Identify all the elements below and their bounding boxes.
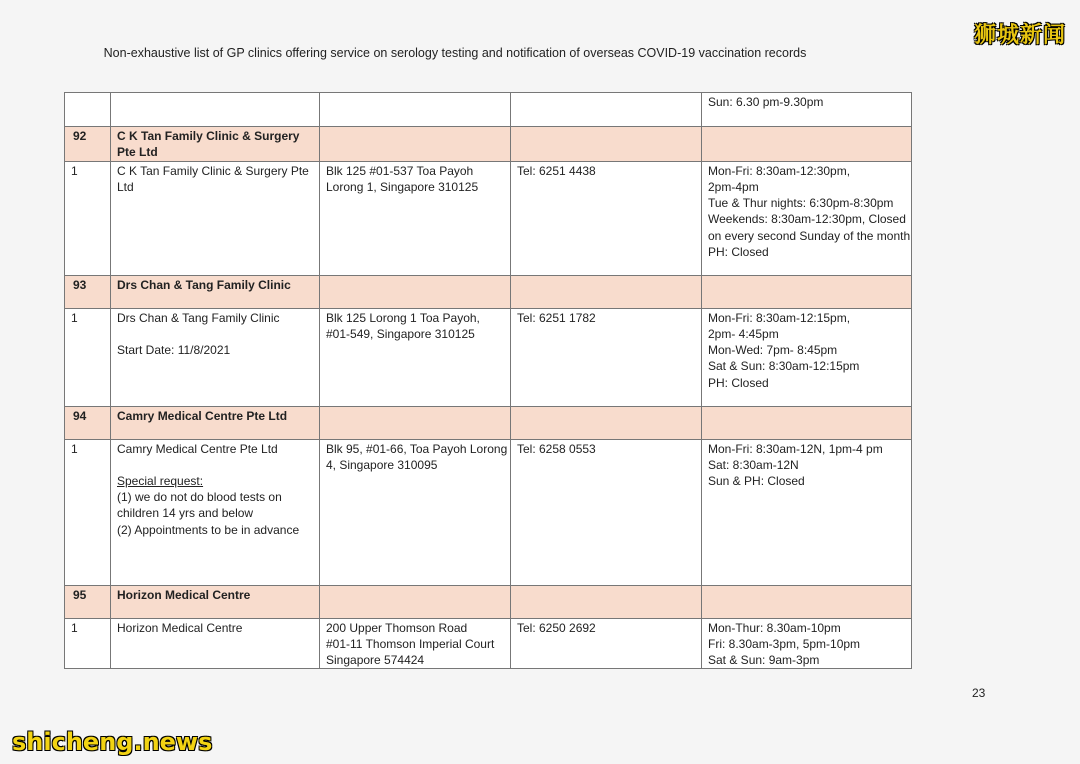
branch-name: Drs Chan & Tang Family Clinic Start Date: 11/8/2021 — [111, 308, 320, 406]
branch-index: 1 — [65, 618, 111, 669]
clinic-name: Horizon Medical Centre — [111, 585, 320, 618]
special-request-label: Special request: — [117, 473, 204, 488]
cell-hours: Sun: 6.30 pm-9.30pm — [702, 93, 912, 127]
table-row-continuation — [65, 93, 912, 127]
branch-tel: Tel: 6251 1782 — [511, 308, 702, 406]
clinic-table — [64, 92, 912, 669]
clinic-name: C K Tan Family Clinic & Surgery Pte Ltd — [111, 127, 320, 162]
clinic-header-row-92 — [65, 127, 912, 162]
clinic-number: 93 — [65, 275, 111, 308]
cell-tel — [511, 93, 702, 127]
empty-cell — [320, 275, 511, 308]
clinic-name: Drs Chan & Tang Family Clinic — [111, 275, 320, 308]
document-title: Non-exhaustive list of GP clinics offering service on serology testing and notification of overseas COVID-19 vaccination records — [103, 46, 807, 60]
branch-tel: Tel: 6251 4438 — [511, 161, 702, 275]
branch-index: 1 — [65, 308, 111, 406]
clinic-number: 92 — [65, 127, 111, 162]
branch-tel: Tel: 6250 2692 — [511, 618, 702, 669]
empty-cell — [511, 585, 702, 618]
branch-hours: Mon-Thur: 8.30am-10pm Fri: 8.30am-3pm, 5pm-10pm Sat & Sun: 9am-3pm — [702, 618, 912, 669]
branch-tel: Tel: 6258 0553 — [511, 439, 702, 585]
clinic-header-row-94 — [65, 406, 912, 439]
branch-address: Blk 125 Lorong 1 Toa Payoh, #01-549, Singapore 310125 — [320, 308, 511, 406]
clinic-number: 95 — [65, 585, 111, 618]
branch-hours: Mon-Fri: 8:30am-12N, 1pm-4 pm Sat: 8:30am-12N Sun & PH: Closed — [702, 439, 912, 585]
empty-cell — [511, 406, 702, 439]
branch-row-95 — [65, 618, 912, 669]
empty-cell — [320, 127, 511, 162]
branch-name: C K Tan Family Clinic & Surgery Pte Ltd — [111, 161, 320, 275]
branch-row-92 — [65, 161, 912, 275]
branch-hours: Mon-Fri: 8:30am-12:15pm, 2pm- 4:45pm Mon-Wed: 7pm- 8:45pm Sat & Sun: 8:30am-12:15pm PH: Closed — [702, 308, 912, 406]
clinic-name: Camry Medical Centre Pte Ltd — [111, 406, 320, 439]
clinic-header-row-95 — [65, 585, 912, 618]
branch-index: 1 — [65, 439, 111, 585]
cell-name — [111, 93, 320, 127]
clinic-header-row-93 — [65, 275, 912, 308]
empty-cell — [511, 275, 702, 308]
branch-name: Horizon Medical Centre — [111, 618, 320, 669]
cell-address — [320, 93, 511, 127]
empty-cell — [702, 585, 912, 618]
branch-row-94 — [65, 439, 912, 585]
branch-hours: Mon-Fri: 8:30am-12:30pm, 2pm-4pm Tue & Thur nights: 6:30pm-8:30pm Weekends: 8:30am-12:30pm, Closed on every second Sunday of the month PH: Closed — [702, 161, 912, 275]
empty-cell — [511, 127, 702, 162]
empty-cell — [320, 585, 511, 618]
start-date: Start Date: 11/8/2021 — [117, 342, 231, 357]
empty-cell — [702, 406, 912, 439]
empty-cell — [320, 406, 511, 439]
branch-row-93 — [65, 308, 912, 406]
watermark-top: 狮城新闻 — [973, 23, 1066, 48]
watermark-bottom: shicheng.news — [12, 728, 213, 756]
branch-address: Blk 95, #01-66, Toa Payoh Lorong 4, Singapore 310095 — [320, 439, 511, 585]
cell-index — [65, 93, 111, 127]
branch-address: Blk 125 #01-537 Toa Payoh Lorong 1, Singapore 310125 — [320, 161, 511, 275]
page-number: 23 — [972, 686, 986, 700]
branch-name: Camry Medical Centre Pte Ltd Special request: (1) we do not do blood tests on children 14 yrs and below (2) Appointments to be in advance — [111, 439, 320, 585]
branch-address: 200 Upper Thomson Road #01-11 Thomson Imperial Court Singapore 574424 — [320, 618, 511, 669]
branch-index: 1 — [65, 161, 111, 275]
empty-cell — [702, 127, 912, 162]
clinic-number: 94 — [65, 406, 111, 439]
empty-cell — [702, 275, 912, 308]
